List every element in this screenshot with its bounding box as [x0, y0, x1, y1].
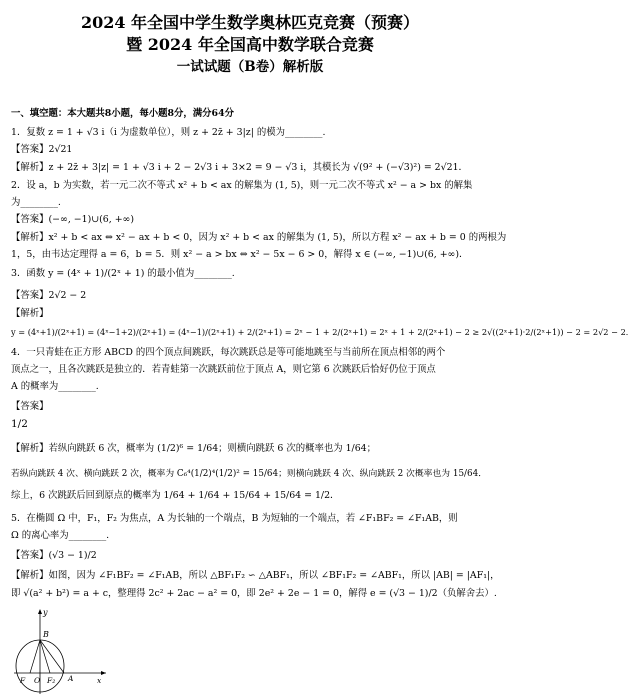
- y-axis-arrow: [38, 609, 42, 614]
- label-f2: F₂: [47, 676, 56, 685]
- q5-analysis-cont: 即 √(a² + b²) = a + c，整理得 2c² + 2ac − a² = 0，即 2e² + 2e − 1 = 0，解得 e = (√3 − 1)/2（负解舍去）.: [11, 588, 497, 599]
- q3-analysis-label: 【解析】: [11, 308, 49, 319]
- q5-text: 5．在椭圆 Ω 中，F₁，F₂ 为焦点，A 为长轴的一个端点，B 为短轴的一个端点，若 ∠F₁BF₂ = ∠F₁AB，则: [11, 513, 458, 524]
- segment-ba: [40, 640, 64, 673]
- label-o: O: [34, 676, 41, 685]
- q4-text-cont2: A 的概率为________.: [11, 381, 99, 392]
- label-b: B: [43, 630, 49, 639]
- label-a: A: [68, 674, 74, 683]
- ellipse-figure: [10, 606, 108, 696]
- q2-analysis-cont: 1，5，由韦达定理得 a = 6，b = 5．则 x² − a > bx ⇔ x² − 5x − 6 > 0，解得 x ∈ (−∞, −1)∪(6, +∞)．: [11, 249, 469, 260]
- q3-answer: 【答案】2√2 − 2: [11, 290, 87, 301]
- title-line-2: 暨 2024 年全国高中数学联合竞赛: [126, 35, 374, 54]
- q2-text-cont: 为________.: [11, 197, 61, 208]
- label-f1: F: [20, 676, 26, 685]
- q2-answer: 【答案】(−∞, −1)∪(6, +∞): [11, 214, 135, 225]
- q5-answer: 【答案】(√3 − 1)/2: [11, 550, 97, 561]
- segment-bf1: [30, 640, 40, 673]
- q3-text: 3．函数 y = (4ˣ + 1)/(2ˣ + 1) 的最小值为________.: [11, 268, 235, 279]
- q4-analysis-cont1: 若纵向跳跃 4 次、横向跳跃 2 次，概率为 C₆⁴(1/2)⁴(1/2)² = 15/64；则横向跳跃 4 次、纵向跳跃 2 次概率也为 15/64．: [11, 469, 487, 479]
- label-y: y: [43, 608, 48, 617]
- q4-text-cont1: 顶点之一，且各次跳跃是独立的．若青蛙第一次跳跃前位于顶点 A，则它第 6 次跳跃后恰好仍位于顶点: [11, 364, 436, 375]
- q4-text: 4．一只青蛙在正方形 ABCD 的四个顶点间跳跃，每次跳跃总是等可能地跳至与当前所在顶点相邻的两个: [11, 347, 446, 358]
- q4-answer-value: 1/2: [11, 418, 28, 430]
- title-line-3: 一试试题（B卷）解析版: [176, 59, 324, 75]
- label-x: x: [97, 676, 102, 685]
- q4-answer-label: 【答案】: [11, 401, 49, 412]
- x-axis-arrow: [101, 671, 106, 675]
- q5-analysis: 【解析】如图，因为 ∠F₁BF₂ = ∠F₁AB，所以 △BF₁F₂ ∽ △ABF₁，所以 ∠BF₁F₂ = ∠ABF₁，所以 |AB| = |AF₁|，: [11, 570, 500, 581]
- q2-analysis: 【解析】x² + b < ax ⇔ x² − ax + b < 0，因为 x² + b < ax 的解集为 (1, 5)，所以方程 x² − ax + b = 0 的两根为: [11, 232, 507, 243]
- section-heading: 一、填空题：本大题共8小题，每小题8分，满分64分: [11, 108, 234, 119]
- q2-text: 2．设 a，b 为实数，若一元二次不等式 x² + b < ax 的解集为 (1, 5)，则一元二次不等式 x² − a > bx 的解集: [11, 180, 473, 191]
- title-line-1: 2024 年全国中学生数学奥林匹克竞赛（预赛）: [80, 13, 420, 32]
- segment-bf2: [40, 640, 50, 673]
- q1-analysis: 【解析】z + 2z̄ + 3|z| = 1 + √3 i + 2 − 2√3 i + 3×2 = 9 − √3 i，其模长为 √(9² + (−√3)²) = 2√21．: [11, 162, 468, 173]
- q4-analysis: 【解析】若纵向跳跃 6 次，概率为 (1/2)⁶ = 1/64；则横向跳跃 6 次的概率也为 1/64；: [11, 443, 377, 454]
- q1-answer: 【答案】2√21: [11, 144, 73, 155]
- q5-text-cont: Ω 的离心率为________.: [11, 530, 110, 541]
- q3-analysis: y = (4ˣ+1)/(2ˣ+1) = (4ˣ−1+2)/(2ˣ+1) = (4ˣ−1)/(2ˣ+1) + 2/(2ˣ+1) = 2ˣ − 1 + 2/(2ˣ+1) = 2ˣ + 1 + 2/(2ˣ+1) − 2 ≥ 2√((2ˣ+1)·2/(2ˣ+1)) − 2 = 2√2 − 2．: [11, 327, 634, 337]
- q4-analysis-cont2: 综上，6 次跳跃后回到原点的概率为 1/64 + 1/64 + 15/64 + 15/64 = 1/2．: [11, 490, 340, 501]
- q1-text: 1．复数 z = 1 + √3 i（i 为虚数单位），则 z + 2z̄ + 3|z| 的模为________.: [11, 127, 326, 138]
